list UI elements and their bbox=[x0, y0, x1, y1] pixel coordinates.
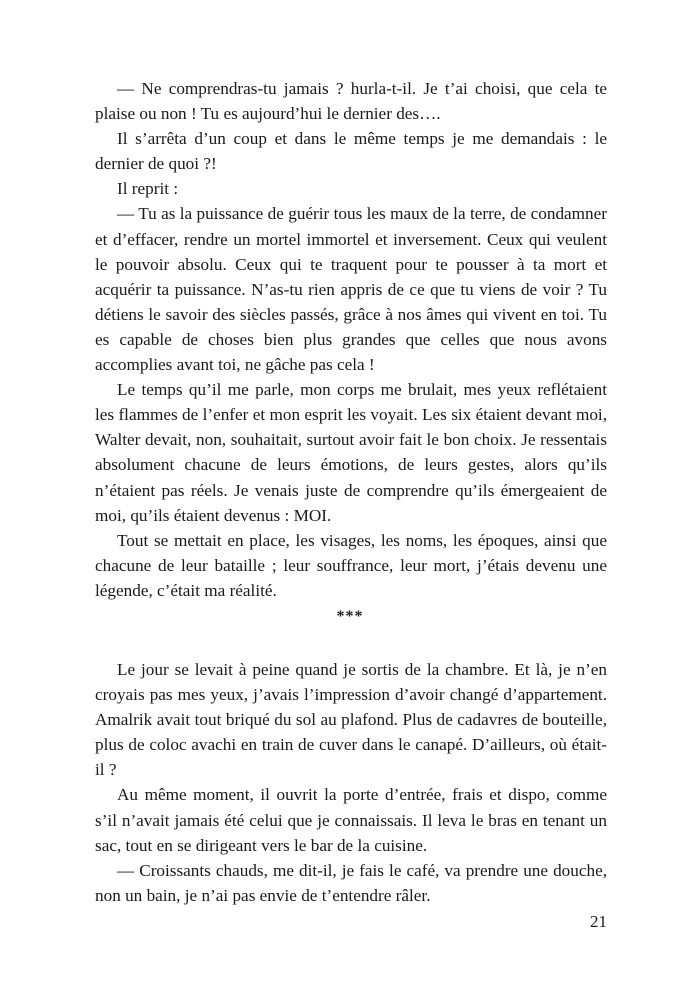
paragraph: Le jour se levait à peine quand je sortis de la chambre. Et là, je n’en croyais pas mes yeux, j’avais l’impression d’avoir changé d’appartement. Amalrik avait tout briqué du sol au plafond. Plus de cadavres de bouteille, plus de coloc avachi en train de cuver dans le canapé. D’ailleurs, où était-il ? bbox=[95, 660, 607, 780]
paragraph: Il s’arrêta d’un coup et dans le même temps je me demandais : le dernier de quoi ?! bbox=[95, 129, 607, 174]
paragraph: — Tu as la puissance de guérir tous les maux de la terre, de condamner et d’effacer, rendre un mortel immortel et inversement. Ceux qui veulent le pouvoir absolu. Ceux qui te traquent pour te pousser à ta mort et acquérir ta puissance. N’as-tu rien appris de ce que tu viens de voir ? Tu détiens le savoir des siècles passés, grâce à nos âmes qui vivent en toi. Tu es capable de choses bien plus grandes que celles que nous avons accomplies avant toi, ne gâche pas cela ! bbox=[95, 204, 607, 375]
paragraph: — Ne comprendras-tu jamais ? hurla-t-il. Je t’ai choisi, que cela te plaise ou non ! Tu es aujourd’hui le dernier des…. bbox=[95, 79, 607, 124]
paragraph: — Croissants chauds, me dit-il, je fais le café, va prendre une douche, non un bain, je n’ai pas envie de t’entendre râler. bbox=[95, 860, 607, 905]
section-1-text bbox=[95, 76, 607, 603]
section-2-text bbox=[95, 657, 607, 908]
paragraph: Au même moment, il ouvrit la porte d’entrée, frais et dispo, comme s’il n’avait jamais été celui que je connaissais. Il leva le bras en tenant un sac, tout en se dirigeant vers le bar de la cuisine. bbox=[95, 785, 607, 855]
paragraph: Tout se mettait en place, les visages, les noms, les époques, ainsi que chacune de leur bataille ; leur souffrance, leur mort, j’étais devenu une légende, c’était ma réalité. bbox=[95, 530, 607, 600]
scene-break-separator: *** bbox=[336, 608, 364, 625]
paragraph: Le temps qu’il me parle, mon corps me brulait, mes yeux reflétaient les flammes de l’enfer et mon esprit les voyait. Les six étaient devant moi, Walter devait, non, souhaitait, surtout avoir fait le bon choix. Je ressentais absolument chacune de leurs émotions, de leurs gestes, alors qu’ils n’étaient pas réels. Je venais juste de comprendre qu’ils émergeaient de moi, qu’ils étaient devenus : MOI. bbox=[95, 380, 607, 525]
paragraph: Il reprit : bbox=[117, 179, 179, 199]
page-number: 21 bbox=[590, 912, 607, 931]
